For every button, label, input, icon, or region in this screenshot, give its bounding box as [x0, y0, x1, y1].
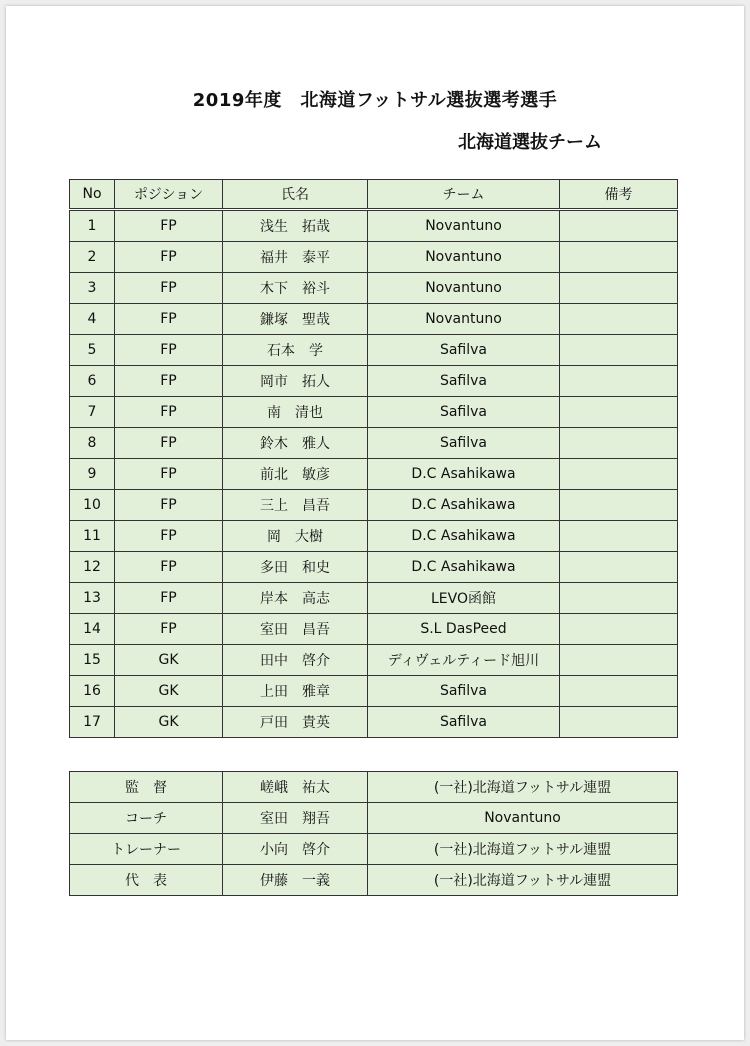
player-note [560, 552, 678, 583]
staff-name: 小向 啓介 [223, 834, 368, 865]
player-position: FP [115, 428, 223, 459]
player-team: D.C Asahikawa [368, 490, 560, 521]
player-name: 岸本 高志 [223, 583, 368, 614]
player-no: 11 [70, 521, 115, 552]
player-team: Novantuno [368, 273, 560, 304]
staff-role: トレーナー [70, 834, 223, 865]
player-team: D.C Asahikawa [368, 459, 560, 490]
player-name: 上田 雅章 [223, 676, 368, 707]
player-team: ディヴェルティード旭川 [368, 645, 560, 676]
player-row [70, 707, 678, 738]
player-name: 戸田 貴英 [223, 707, 368, 738]
player-position: GK [115, 676, 223, 707]
player-team: Novantuno [368, 242, 560, 273]
staff-name: 室田 翔吾 [223, 803, 368, 834]
player-team: D.C Asahikawa [368, 552, 560, 583]
player-no: 13 [70, 583, 115, 614]
player-no: 10 [70, 490, 115, 521]
player-no: 2 [70, 242, 115, 273]
staff-row [70, 834, 678, 865]
player-row [70, 210, 678, 242]
players-table [69, 179, 678, 738]
staff-role: 監 督 [70, 772, 223, 803]
player-note [560, 521, 678, 552]
player-row [70, 242, 678, 273]
player-note [560, 242, 678, 273]
player-position: FP [115, 273, 223, 304]
header-note: 備考 [560, 180, 678, 210]
staff-table [69, 771, 678, 896]
staff-role: コーチ [70, 803, 223, 834]
player-name: 鎌塚 聖哉 [223, 304, 368, 335]
player-name: 岡市 拓人 [223, 366, 368, 397]
player-row [70, 583, 678, 614]
staff-name: 嵯峨 祐太 [223, 772, 368, 803]
player-note [560, 366, 678, 397]
staff-organization: (一社)北海道フットサル連盟 [368, 865, 678, 896]
player-position: FP [115, 552, 223, 583]
player-position: FP [115, 304, 223, 335]
player-team: Safilva [368, 428, 560, 459]
player-no: 14 [70, 614, 115, 645]
player-team: LEVO函館 [368, 583, 560, 614]
player-position: FP [115, 490, 223, 521]
player-name: 多田 和史 [223, 552, 368, 583]
player-row [70, 490, 678, 521]
player-no: 15 [70, 645, 115, 676]
player-position: FP [115, 614, 223, 645]
player-no: 3 [70, 273, 115, 304]
staff-role: 代 表 [70, 865, 223, 896]
player-team: Novantuno [368, 210, 560, 242]
player-name: 岡 大樹 [223, 521, 368, 552]
player-position: FP [115, 335, 223, 366]
player-position: FP [115, 366, 223, 397]
players-header-row [70, 180, 678, 210]
player-note [560, 676, 678, 707]
player-team: Safilva [368, 676, 560, 707]
player-note [560, 645, 678, 676]
player-row [70, 676, 678, 707]
player-name: 石本 学 [223, 335, 368, 366]
player-no: 6 [70, 366, 115, 397]
page-title: 2019年度 北海道フットサル選抜選考選手 [192, 90, 558, 111]
player-name: 三上 昌吾 [223, 490, 368, 521]
player-note [560, 583, 678, 614]
player-row [70, 645, 678, 676]
player-no: 4 [70, 304, 115, 335]
player-note [560, 273, 678, 304]
player-name: 鈴木 雅人 [223, 428, 368, 459]
player-no: 17 [70, 707, 115, 738]
player-team: Novantuno [368, 304, 560, 335]
player-team: Safilva [368, 707, 560, 738]
player-row [70, 459, 678, 490]
player-note [560, 707, 678, 738]
player-position: FP [115, 397, 223, 428]
player-row [70, 366, 678, 397]
header-position: ポジション [115, 180, 223, 210]
player-name: 木下 裕斗 [223, 273, 368, 304]
staff-row [70, 803, 678, 834]
player-position: FP [115, 459, 223, 490]
player-name: 浅生 拓哉 [223, 210, 368, 242]
staff-organization: (一社)北海道フットサル連盟 [368, 772, 678, 803]
player-row [70, 397, 678, 428]
player-note [560, 490, 678, 521]
player-name: 前北 敏彦 [223, 459, 368, 490]
player-row [70, 521, 678, 552]
player-team: S.L DasPeed [368, 614, 560, 645]
player-position: FP [115, 521, 223, 552]
player-row [70, 304, 678, 335]
player-note [560, 397, 678, 428]
player-no: 16 [70, 676, 115, 707]
staff-name: 伊藤 一義 [223, 865, 368, 896]
player-row [70, 428, 678, 459]
header-name: 氏名 [223, 180, 368, 210]
player-note [560, 428, 678, 459]
player-row [70, 335, 678, 366]
staff-organization: Novantuno [368, 803, 678, 834]
player-row [70, 614, 678, 645]
player-position: FP [115, 210, 223, 242]
staff-row [70, 865, 678, 896]
player-team: D.C Asahikawa [368, 521, 560, 552]
staff-row [70, 772, 678, 803]
player-name: 福井 泰平 [223, 242, 368, 273]
player-team: Safilva [368, 397, 560, 428]
player-name: 田中 啓介 [223, 645, 368, 676]
player-no: 8 [70, 428, 115, 459]
player-name: 南 清也 [223, 397, 368, 428]
player-note [560, 210, 678, 242]
player-note [560, 614, 678, 645]
player-no: 12 [70, 552, 115, 583]
player-team: Safilva [368, 366, 560, 397]
player-team: Safilva [368, 335, 560, 366]
player-position: FP [115, 242, 223, 273]
player-position: GK [115, 707, 223, 738]
player-no: 5 [70, 335, 115, 366]
player-no: 9 [70, 459, 115, 490]
staff-organization: (一社)北海道フットサル連盟 [368, 834, 678, 865]
player-note [560, 459, 678, 490]
player-note [560, 304, 678, 335]
player-row [70, 273, 678, 304]
page-subtitle: 北海道選抜チーム [458, 132, 602, 153]
player-name: 室田 昌吾 [223, 614, 368, 645]
player-position: GK [115, 645, 223, 676]
player-note [560, 335, 678, 366]
player-position: FP [115, 583, 223, 614]
header-team: チーム [368, 180, 560, 210]
header-no: No [70, 180, 115, 210]
player-no: 7 [70, 397, 115, 428]
player-no: 1 [70, 210, 115, 242]
player-row [70, 552, 678, 583]
